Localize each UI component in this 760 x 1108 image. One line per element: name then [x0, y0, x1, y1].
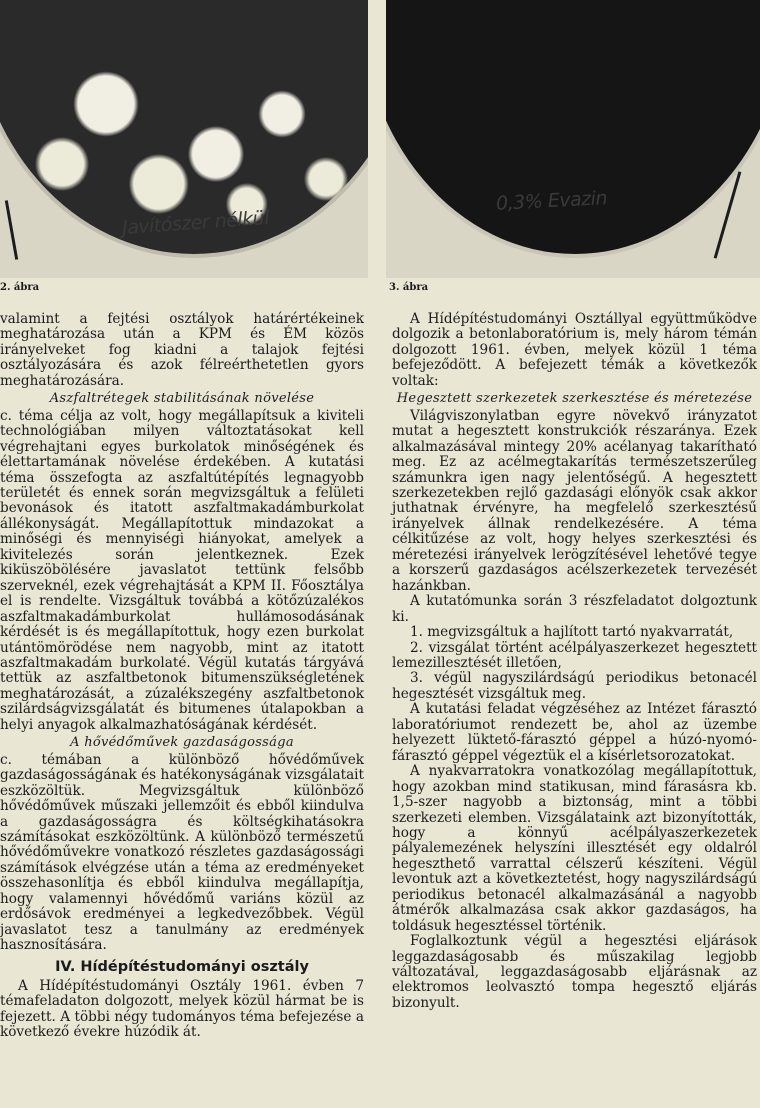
figure-2-photo [0, 0, 368, 278]
figure-2-caption: 2. ábra [0, 282, 40, 293]
image-mark [5, 200, 18, 260]
paragraph: A kutatómunka során 3 részfeladatot dolgoztunk ki. [392, 593, 757, 625]
paragraph: Világviszonylatban egyre növekvő irányzatot mutat a hegesztett konstrukciók részaránya. Ezek alkalmazásával mintegy 20% acélanyag takarítható meg. Ez az acélmegtakarítás természetszerűleg számunkra igen nagy jelentőségű. A hegesztett szerkezetekben rejlő gazdasági előnyök csak akkor juthatnak érvényre, ha megfelelő szerkesztésű irányelvek állnak rendelkezésére. A téma célkitűzése az volt, hogy helyes szerkesztési és méretezési irányelvek lerögzítésével lehetővé tegye a korszerű gazdaságos acélszerkezetek tervezését hazánkban. [392, 407, 757, 594]
paragraph: A Hídépítéstudományi Osztállyal együttműködve dolgozik a betonlaboratórium is, mely három témán dolgozott 1961. évben, melyek közül 1 téma befejeződött. A befejezett témák a következők voltak: [392, 311, 757, 389]
right-text-column [392, 312, 757, 1011]
list-item: 2. vizsgálat történt acélpályaszerkezet hegesztett lemezillesztését illetően, [392, 639, 757, 671]
section-heading: A hővédőművek gazdaságossága [70, 735, 294, 751]
left-text-column [0, 312, 364, 1041]
paragraph: valamint a fejtési osztályok határértékeinek meghatározása után a KPM és ÉM közös irányelveket fog kiadni a talajok fejtési osztályozására és azok félreérthetetlen gyors meghatározására. [0, 311, 364, 389]
figure-2-inscription: Javítószer nélkül [121, 206, 270, 240]
paragraph: c. témában a különböző hővédőművek gazdaságosságának és hatékonyságának vizsgálatait eszközöltük. Megvizsgáltuk különböző hővédőművek műszaki jellemzőit és ebből kiindulva a gazdaságosságra és költségkihatásokra számításokat eszközöltünk. A különböző természetű hővédőművekre vonatkozó részletes gazdaságossági számítások elvégzése után a téma az eredményeket összehasonlítja és ebből kiindulva megállapítja, hogy valamennyi hővédőmű variáns közül az erdősávok eredményei a legkedvezőbbek. Végül javaslatot tesz a tanulmány az eredmények hasznosítására. [0, 751, 364, 954]
paragraph: A kutatási feladat végzéséhez az Intézet fárasztó laboratóriumot rendezett be, ahol az üzembe helyezett lüktető-fárasztó géppel a húzó-nyomó-fárasztó géppel végeztük el a kísérletsorozatokat. [392, 701, 757, 764]
paragraph: c. téma célja az volt, hogy megállapítsuk a kiviteli technológiában milyen változtatásokat kell végrehajtani egyes burkolatok minőségének és élettartamának növelése érdekében. A kutatási téma összefogta az aszfaltútépítés legnagyobb területét és ennek során megvizsgáltuk a felületi bevonások és itatott aszfaltmakadámburkolat állékonyságát. Megállapítottuk mindazokat a minőségi és mennyiségi hiányokat, amelyek a kivitelezés során jelentkeznek. Ezek kiküszöbölésére javaslatot tettünk felsőbb szerveknél, ezek végrehajtását a KPM II. Főosztálya el is rendelte. Vizsgáltuk továbbá a kötőzúzalékos aszfaltmakadámburkolat hullámosodásának kérdését is és megállapítottuk, hogy ezen burkolat utántömörödése nem nagyobb, mint az itatott aszfaltmakadám burkolaté. Végül kutatás tárgyává tettük az aszfaltbetonok bitumenszükségletének meghatározását, a zúzalékszegény aszfaltbetonok szilárdságvizsgálatát és bitumenes útalapokban a helyi anyagok alkalmazhatóságának kérdését. [0, 407, 364, 733]
list-item: 3. végül nagyszilárdságú periodikus betonacél hegesztését vizsgáltuk meg. [392, 670, 757, 702]
paragraph: A Hídépítéstudományi Osztály 1961. évben 7 témafeladaton dolgozott, melyek közül hármat be is fejezett. A többi négy tudományos téma befejezése a következő évekre húzódik át. [0, 978, 364, 1041]
section-heading: Aszfaltrétegek stabilitásának növelése [49, 391, 315, 407]
figure-3-caption: 3. ábra [389, 282, 429, 293]
figure-3-photo [386, 0, 760, 278]
list-item: 1. megvizsgáltuk a hajlított tartó nyakvarratát, [410, 624, 734, 641]
chapter-heading: IV. Hídépítéstudományi osztály [55, 958, 309, 975]
figure-3-inscription: 0,3% Evazin [495, 187, 608, 215]
section-heading: Hegesztett szerkezetek szerkesztése és méretezése [396, 391, 753, 407]
paragraph: Foglalkoztunk végül a hegesztési eljárások leggazdaságosabb és műszakilag legjobb változatával, leggazdaságosabb eljárásnak az elektromos leolvasztó tompa hegesztő eljárás bizonyult. [392, 933, 757, 1011]
paragraph: A nyakvarratokra vonatkozólag megállapítottuk, hogy azokban mind statikusan, mind fárasásra kb. 1,5-szer nagyobb a biztonság, mint a többi szerkezeti elemben. Vizsgálataink azt bizonyították, hogy a könnyű acélpályaszerkezetek pályalemezének helyszíni illesztését egy oldalról hegeszthető varrattal célszerű készíteni. Végül levontuk azt a következtetést, hogy nagyszilárdságú periodikus betonacél alkalmazásánál a nagyobb átmérők alkalmazása csak akkor gazdaságos, ha toldásuk hegesztéssel történik. [392, 763, 757, 934]
petri-dish-image [386, 0, 760, 258]
